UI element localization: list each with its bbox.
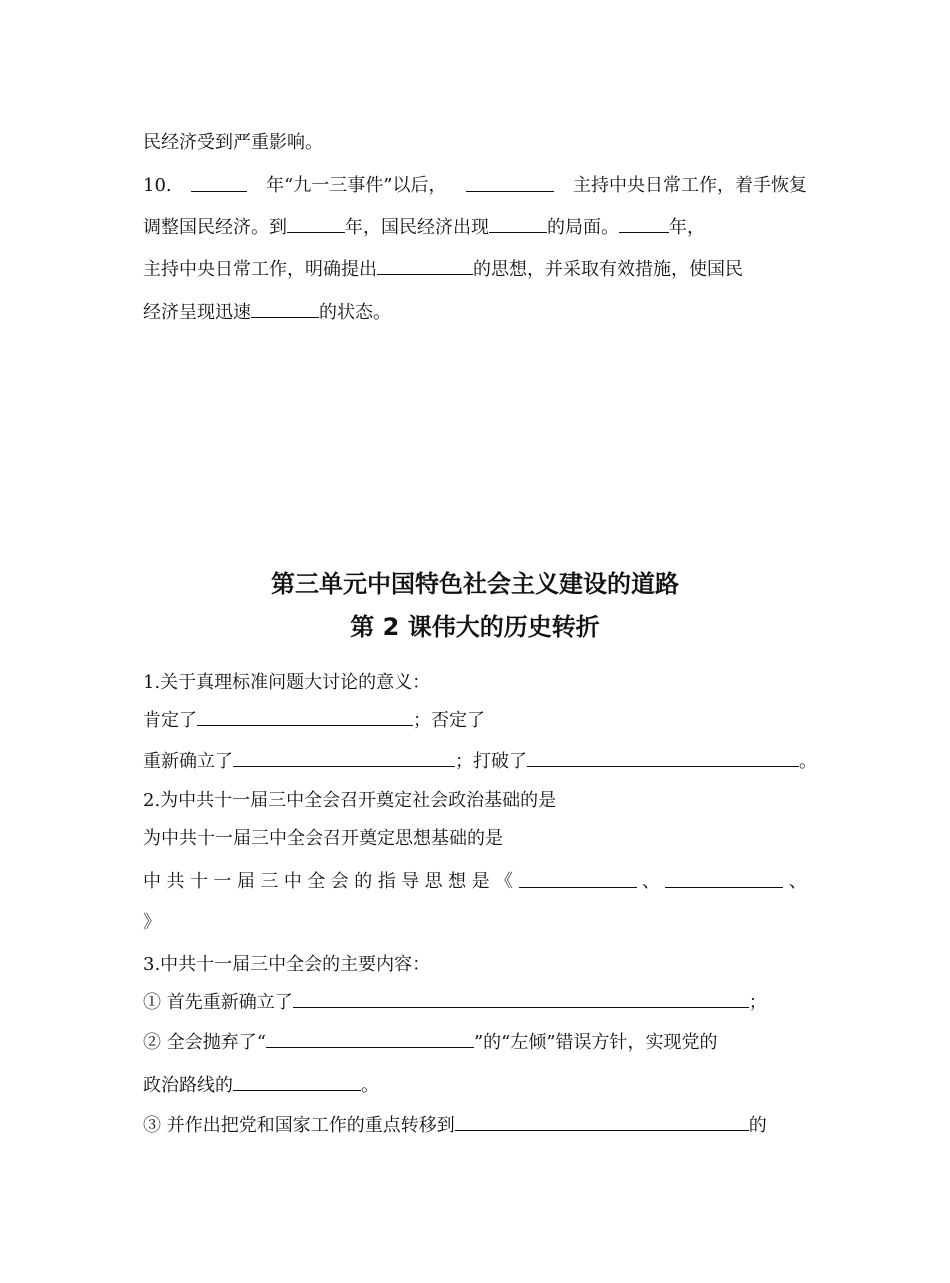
text: ；否定了: [413, 710, 485, 731]
separator: 、: [641, 871, 660, 892]
text: 的思想，并采取有效措施，使国民: [473, 259, 743, 280]
char: 届: [236, 871, 255, 892]
char: 是: [471, 871, 490, 892]
char: 中: [143, 871, 161, 892]
question-1-title: 1.关于真理标准问题大讨论的意义：: [143, 672, 431, 693]
blank[interactable]: [197, 708, 413, 726]
blank[interactable]: [665, 870, 783, 888]
char: 一: [213, 871, 232, 892]
question-1-line-2: [143, 749, 817, 774]
blank[interactable]: [519, 870, 637, 888]
text: ；: [748, 992, 767, 1013]
char: 思: [424, 871, 443, 892]
char: 共: [166, 871, 185, 892]
question-3-item-1: [143, 990, 767, 1015]
char: 三: [260, 871, 279, 892]
char: 十: [189, 871, 208, 892]
text: 民经济受到严重影响。: [143, 132, 323, 153]
text: 。: [799, 751, 817, 772]
char: 全: [307, 871, 326, 892]
blank[interactable]: [377, 257, 473, 275]
text: 。: [361, 1075, 379, 1096]
blank[interactable]: [527, 749, 799, 767]
text: 的状态。: [319, 302, 391, 323]
char: 想: [448, 871, 467, 892]
text: 重新确立了: [143, 751, 233, 772]
text: 主持中央日常工作，着手恢复: [572, 175, 807, 196]
question-1-line-1: [143, 708, 485, 733]
blank[interactable]: [287, 215, 345, 233]
text-line: [143, 131, 323, 155]
question-10-line-2: [143, 215, 705, 240]
question-number: 10.: [143, 175, 172, 196]
question-10-line-3: [143, 257, 743, 282]
blank[interactable]: [489, 215, 547, 233]
blank[interactable]: [233, 1073, 361, 1091]
blank[interactable]: [266, 1030, 474, 1048]
text: 年“九一三事件”以后，: [266, 175, 447, 196]
text: ③ 并作出把党和国家工作的重点转移到: [143, 1115, 455, 1136]
blank[interactable]: [466, 174, 554, 192]
text: 政治路线的: [143, 1075, 233, 1096]
question-10-line-4: [143, 300, 391, 325]
question-3-item-2-cont: [143, 1073, 379, 1098]
question-3-title: 3.中共十一届三中全会的主要内容：: [143, 954, 431, 975]
blank[interactable]: [251, 300, 319, 318]
blank[interactable]: [191, 174, 247, 192]
char: 《: [495, 871, 514, 892]
question-3-item-2: [143, 1030, 718, 1055]
question-2-line-4: 》: [143, 912, 161, 933]
text: ② 全会抛弃了“: [143, 1032, 266, 1053]
text: 经济呈现迅速: [143, 302, 251, 323]
question-3-item-3: [143, 1113, 767, 1138]
char: 的: [354, 871, 373, 892]
unit-heading: 第三单元中国特色社会主义建设的道路: [271, 570, 679, 598]
text: ”的“左倾”错误方针，实现党的: [473, 1032, 718, 1053]
text: 年，国民经济出现: [345, 217, 489, 238]
question-2-line-1: 2.为中共十一届三中全会召开奠定社会政治基础的是: [143, 790, 557, 811]
char: 指: [377, 871, 396, 892]
text: 的局面。: [547, 217, 619, 238]
text: 肯定了: [143, 710, 197, 731]
question-2-line-2: 为中共十一届三中全会召开奠定思想基础的是: [143, 828, 503, 849]
blank[interactable]: [619, 215, 669, 233]
text: ；打破了: [455, 751, 527, 772]
char: 会: [330, 871, 349, 892]
blank[interactable]: [455, 1113, 749, 1131]
question-10-line-1: [143, 174, 807, 198]
text: 主持中央日常工作，明确提出: [143, 259, 377, 280]
blank[interactable]: [293, 990, 749, 1008]
blank[interactable]: [233, 749, 455, 767]
text: ① 首先重新确立了: [143, 992, 293, 1013]
lesson-heading: 第 2 课伟大的历史转折: [350, 613, 600, 641]
text: 年，: [669, 217, 705, 238]
char: 导: [401, 871, 420, 892]
text: 的: [748, 1115, 767, 1136]
text: 调整国民经济。到: [143, 217, 287, 238]
question-2-line-3: [143, 870, 807, 894]
separator: 、: [788, 871, 807, 892]
char: 中: [283, 871, 302, 892]
